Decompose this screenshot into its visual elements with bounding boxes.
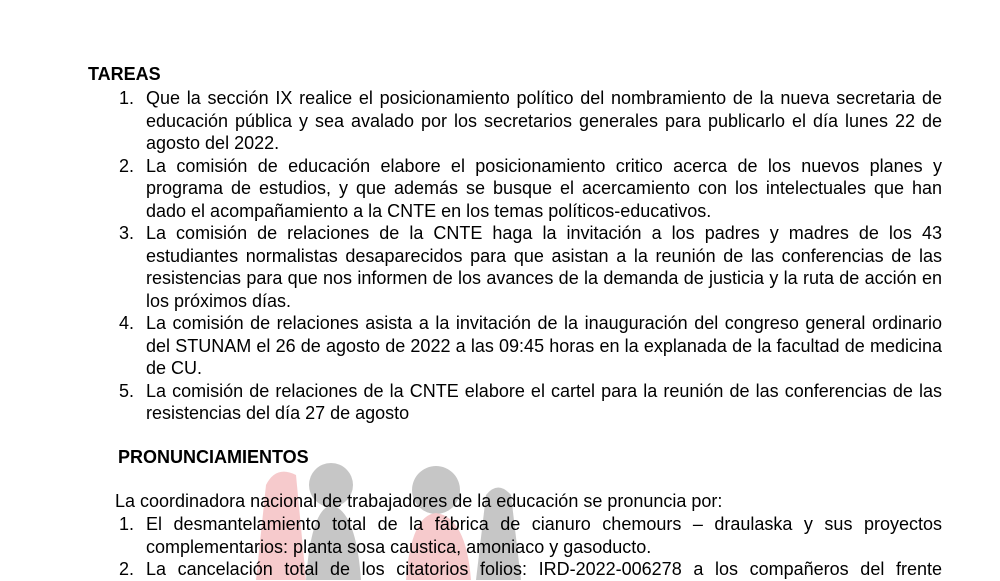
tasks-heading: TAREAS: [88, 64, 161, 84]
item-text: Que la sección IX realice el posicionamiento político del nombramiento de la nueva secretaria de educación pública y sea avalado por los secretarios generales para publicarlo el día lunes 22 de agosto del 2022.: [146, 88, 942, 153]
item-text: La cancelación total de los citatorios folios: IRD-2022-006278 a los compañeros del frente: [146, 559, 942, 579]
list-item: [115, 312, 942, 380]
item-text: La comisión de relaciones de la CNTE haga la invitación a los padres y madres de los 43 estudiantes normalistas desaparecidos para que asistan a la reunión de las conferencias de las resistencias para que nos informen de los avances de la demanda de justicia y la ruta de acción en los próximos días.: [146, 223, 942, 311]
item-number: 4.: [119, 313, 135, 333]
item-text: La comisión de relaciones de la CNTE elabore el cartel para la reunión de las conferencias de las resistencias del día 27 de agosto: [146, 380, 942, 423]
tasks-list: [115, 87, 942, 425]
item-number: 3.: [119, 223, 135, 243]
item-number: 5.: [119, 380, 135, 401]
list-item: [115, 380, 942, 425]
item-text: La comisión de relaciones asista a la invitación de la inauguración del congreso general ordinario del STUNAM el 26 de agosto de 2022 a las 09:45 horas en la explanada de la facultad de medicina de CU.: [146, 313, 942, 378]
list-item: [115, 558, 942, 581]
item-number: 2.: [119, 559, 135, 579]
item-number: 2.: [119, 155, 135, 176]
list-item: [115, 222, 942, 312]
pronouncements-list: [115, 513, 942, 581]
pronouncements-intro: La coordinadora nacional de trabajadores de la educación se pronuncia por:: [115, 491, 723, 511]
list-item: [115, 155, 942, 223]
item-number: 1.: [119, 88, 135, 108]
list-item: [115, 87, 942, 155]
pronouncements-heading: PRONUNCIAMIENTOS: [118, 447, 309, 467]
list-item: [115, 513, 942, 558]
item-text: La comisión de educación elabore el posicionamiento critico acerca de los nuevos planes y programa de estudios, y que además se busque el acercamiento con los intelectuales que han dado el acompañamiento a la CNTE en los temas políticos-educativos.: [146, 155, 942, 221]
item-text: El desmantelamiento total de la fábrica de cianuro chemours – draulaska y sus proyectos complementarios: planta sosa caustica, amoniaco y gasoducto.: [146, 514, 942, 557]
item-number: 1.: [119, 514, 135, 534]
